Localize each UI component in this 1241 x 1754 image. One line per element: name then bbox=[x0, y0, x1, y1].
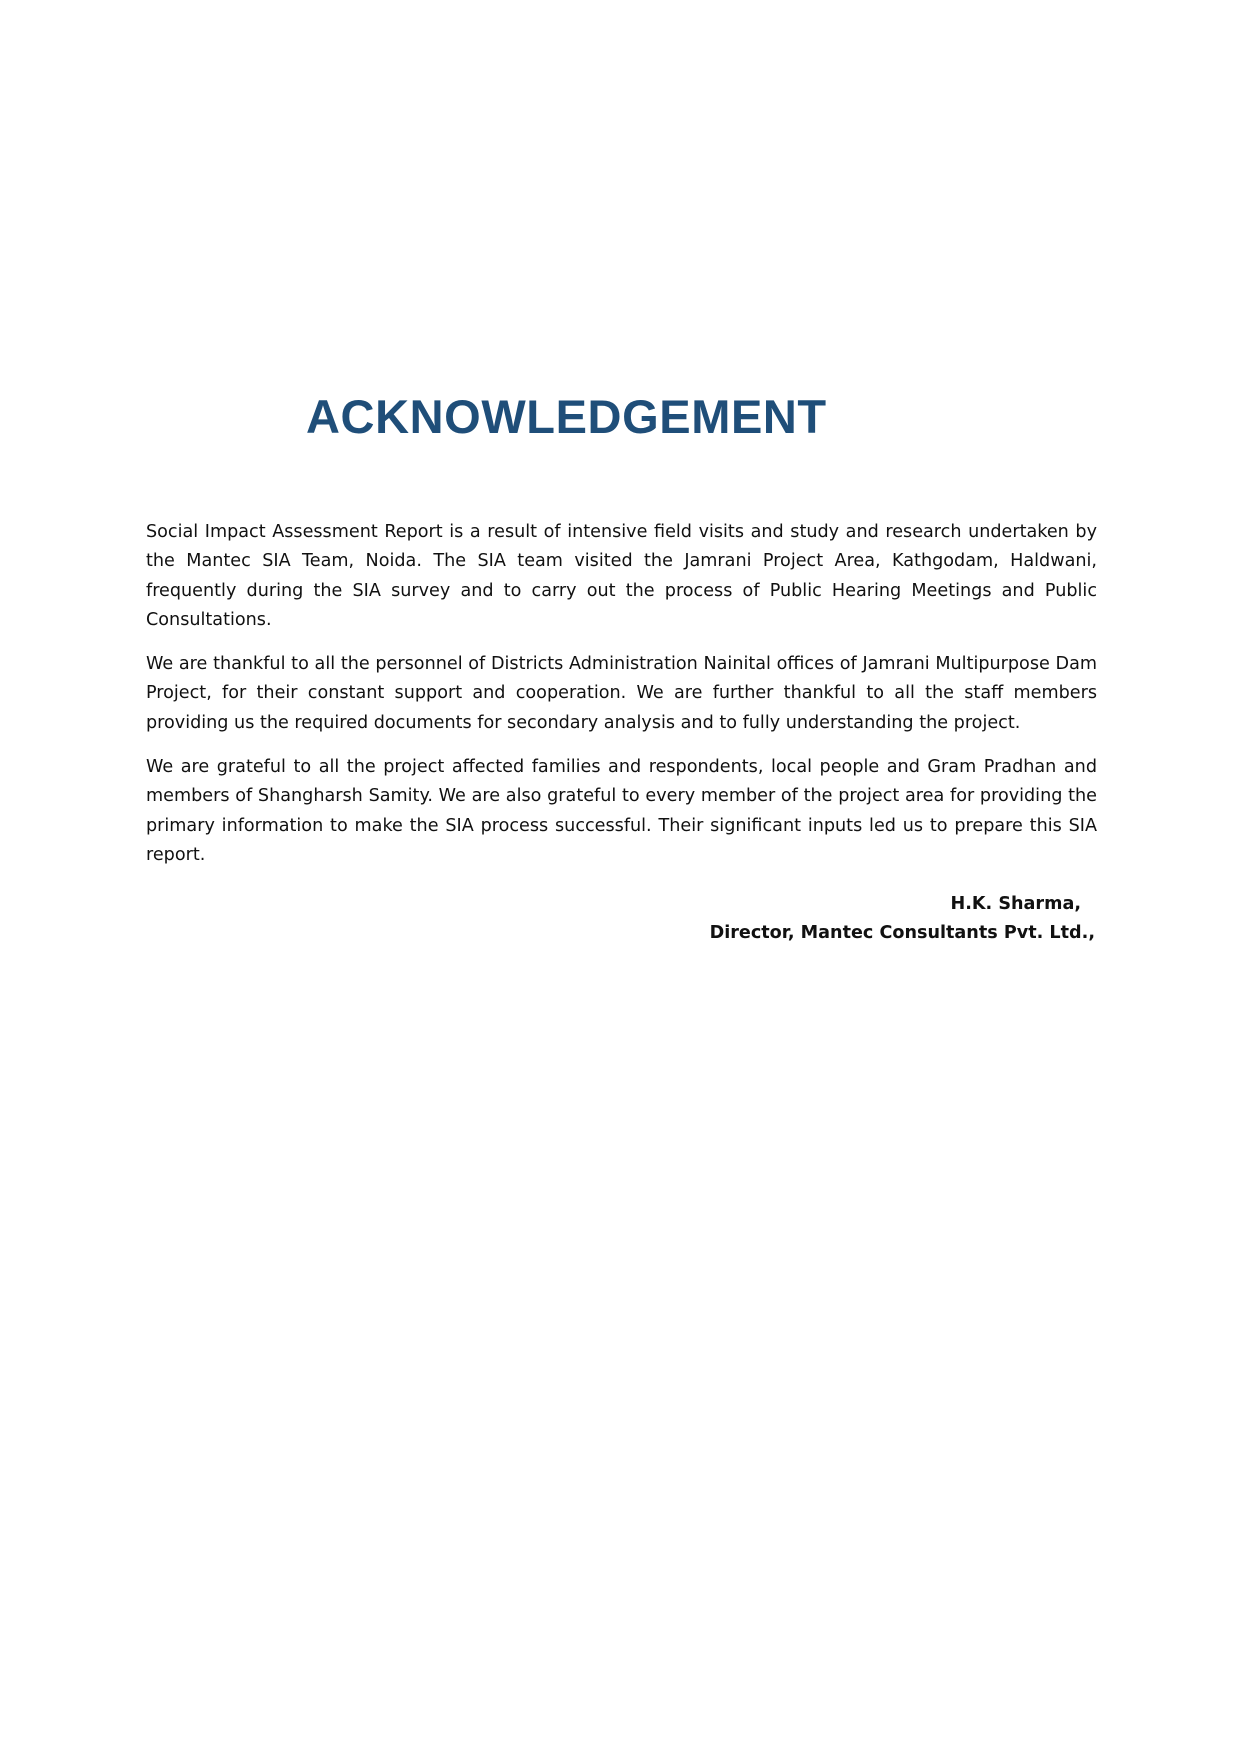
signatory-designation: Director, Mantec Consultants Pvt. Ltd., bbox=[709, 923, 1095, 944]
signatory-name: H.K. Sharma, bbox=[950, 894, 1081, 914]
paragraph-2: We are thankful to all the personnel of Districts Administration Nainital offices of Jamrani Multipurpose Dam Project, for their constant support and cooperation. We are further thankful to all the staff members providing us the required documents for secondary analysis and to fully understanding the project. bbox=[146, 654, 1097, 733]
acknowledgement-body bbox=[146, 518, 1097, 885]
signature-block bbox=[710, 890, 1095, 949]
paragraph-1: Social Impact Assessment Report is a result of intensive field visits and study and research undertaken by the Mantec SIA Team, Noida. The SIA team visited the Jamrani Project Area, Kathgodam, Haldwani, frequently during the SIA survey and to carry out the process of Public Hearing Meetings and Public Consultations. bbox=[146, 522, 1097, 630]
page-title: ACKNOWLEDGEMENT bbox=[306, 390, 827, 443]
paragraph-3: We are grateful to all the project affected families and respondents, local people and Gram Pradhan and members of Shangharsh Samity. We are also grateful to every member of the project area for providing the primary information to make the SIA process successful. Their significant inputs led us to prepare this SIA report. bbox=[146, 757, 1097, 865]
